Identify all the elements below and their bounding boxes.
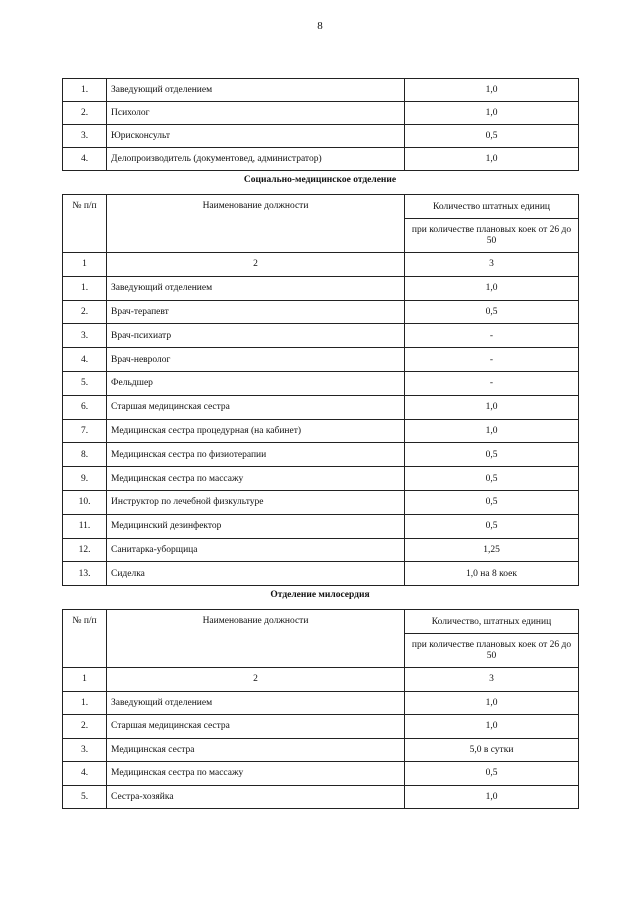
- position-name: Заведующий отделением: [107, 79, 405, 102]
- row-number: 4.: [63, 762, 107, 786]
- row-number: 5.: [63, 371, 107, 395]
- header-bed-count: при количестве плановых коек от 26 до 50: [405, 219, 579, 253]
- position-name: Медицинская сестра по физиотерапии: [107, 443, 405, 467]
- row-number: 3.: [63, 324, 107, 348]
- position-name: Медицинская сестра по массажу: [107, 762, 405, 786]
- position-name: Делопроизводитель (документовед, администратор): [107, 148, 405, 171]
- row-number: 2.: [63, 715, 107, 739]
- table-row: [63, 514, 579, 538]
- staff-table-continuation: [62, 78, 579, 171]
- position-name: Медицинская сестра по массажу: [107, 467, 405, 491]
- staff-units: -: [405, 348, 579, 372]
- table-row: [63, 715, 579, 739]
- position-name: Санитарка-уборщица: [107, 538, 405, 562]
- row-number: 9.: [63, 467, 107, 491]
- staff-units: 1,0: [405, 691, 579, 715]
- staff-units: 1,0: [405, 276, 579, 300]
- index-col-1: 1: [63, 253, 107, 277]
- staff-table-social-medical: [62, 194, 579, 586]
- row-number: 10.: [63, 490, 107, 514]
- row-number: 8.: [63, 443, 107, 467]
- row-number: 4.: [63, 148, 107, 171]
- position-name: Врач-психиатр: [107, 324, 405, 348]
- header-position-name: Наименование должности: [107, 195, 405, 253]
- staff-units: 0,5: [405, 490, 579, 514]
- table-row: [63, 785, 579, 809]
- table-row: [63, 125, 579, 148]
- row-number: 13.: [63, 562, 107, 586]
- position-name: Сиделка: [107, 562, 405, 586]
- header-num: № п/п: [63, 610, 107, 668]
- row-number: 5.: [63, 785, 107, 809]
- position-name: Старшая медицинская сестра: [107, 395, 405, 419]
- table-row: [63, 467, 579, 491]
- index-col-3: 3: [405, 253, 579, 277]
- staff-units: 0,5: [405, 300, 579, 324]
- table-row: [63, 538, 579, 562]
- row-number: 2.: [63, 300, 107, 324]
- table-row: [63, 300, 579, 324]
- position-name: Медицинская сестра процедурная (на кабинет): [107, 419, 405, 443]
- table-row: [63, 762, 579, 786]
- staff-units: 1,0: [405, 785, 579, 809]
- table-row: [63, 562, 579, 586]
- row-number: 11.: [63, 514, 107, 538]
- staff-units: 1,0: [405, 79, 579, 102]
- table-row: [63, 276, 579, 300]
- header-num: № п/п: [63, 195, 107, 253]
- header-staff-count: Количество штатных единиц: [405, 195, 579, 219]
- table-row: [63, 348, 579, 372]
- position-name: Медицинский дезинфектор: [107, 514, 405, 538]
- table-row: [63, 443, 579, 467]
- table-row: [63, 102, 579, 125]
- staff-units: 0,5: [405, 443, 579, 467]
- section-title-social-medical: Социально-медицинское отделение: [243, 175, 397, 185]
- row-number: 12.: [63, 538, 107, 562]
- staff-units: 0,5: [405, 762, 579, 786]
- staff-units: 0,5: [405, 514, 579, 538]
- staff-units: 1,25: [405, 538, 579, 562]
- row-number: 7.: [63, 419, 107, 443]
- staff-units: 0,5: [405, 467, 579, 491]
- header-staff-count: Количество, штатных единиц: [405, 610, 579, 634]
- position-name: Заведующий отделением: [107, 691, 405, 715]
- table-row: [63, 738, 579, 762]
- header-position-name: Наименование должности: [107, 610, 405, 668]
- row-number: 3.: [63, 125, 107, 148]
- section-title-mercy: Отделение милосердия: [270, 590, 370, 600]
- table-row: [63, 79, 579, 102]
- index-col-2: 2: [107, 253, 405, 277]
- staff-units: 1,0: [405, 102, 579, 125]
- table-row: [63, 371, 579, 395]
- position-name: Психолог: [107, 102, 405, 125]
- row-number: 2.: [63, 102, 107, 125]
- row-number: 1.: [63, 691, 107, 715]
- staff-units: -: [405, 371, 579, 395]
- row-number: 4.: [63, 348, 107, 372]
- position-name: Инструктор по лечебной физкультуре: [107, 490, 405, 514]
- staff-units: 1,0: [405, 148, 579, 171]
- position-name: Юрисконсульт: [107, 125, 405, 148]
- staff-units: 1,0 на 8 коек: [405, 562, 579, 586]
- table-row: [63, 395, 579, 419]
- staff-table-mercy: [62, 609, 579, 809]
- position-name: Медицинская сестра: [107, 738, 405, 762]
- position-name: Врач-невролог: [107, 348, 405, 372]
- index-col-1: 1: [63, 668, 107, 692]
- table-row: [63, 419, 579, 443]
- table-row: [63, 490, 579, 514]
- index-col-3: 3: [405, 668, 579, 692]
- row-number: 1.: [63, 276, 107, 300]
- staff-units: 1,0: [405, 419, 579, 443]
- row-number: 1.: [63, 79, 107, 102]
- table-row: [63, 148, 579, 171]
- table-row: [63, 691, 579, 715]
- table-row: [63, 324, 579, 348]
- position-name: Врач-терапевт: [107, 300, 405, 324]
- position-name: Фельдшер: [107, 371, 405, 395]
- position-name: Сестра-хозяйка: [107, 785, 405, 809]
- header-bed-count: при количестве плановых коек от 26 до 50: [405, 634, 579, 668]
- staff-units: 1,0: [405, 715, 579, 739]
- staff-units: -: [405, 324, 579, 348]
- position-name: Заведующий отделением: [107, 276, 405, 300]
- index-col-2: 2: [107, 668, 405, 692]
- row-number: 6.: [63, 395, 107, 419]
- staff-units: 5,0 в сутки: [405, 738, 579, 762]
- position-name: Старшая медицинская сестра: [107, 715, 405, 739]
- staff-units: 1,0: [405, 395, 579, 419]
- page-number: 8: [317, 20, 323, 32]
- row-number: 3.: [63, 738, 107, 762]
- staff-units: 0,5: [405, 125, 579, 148]
